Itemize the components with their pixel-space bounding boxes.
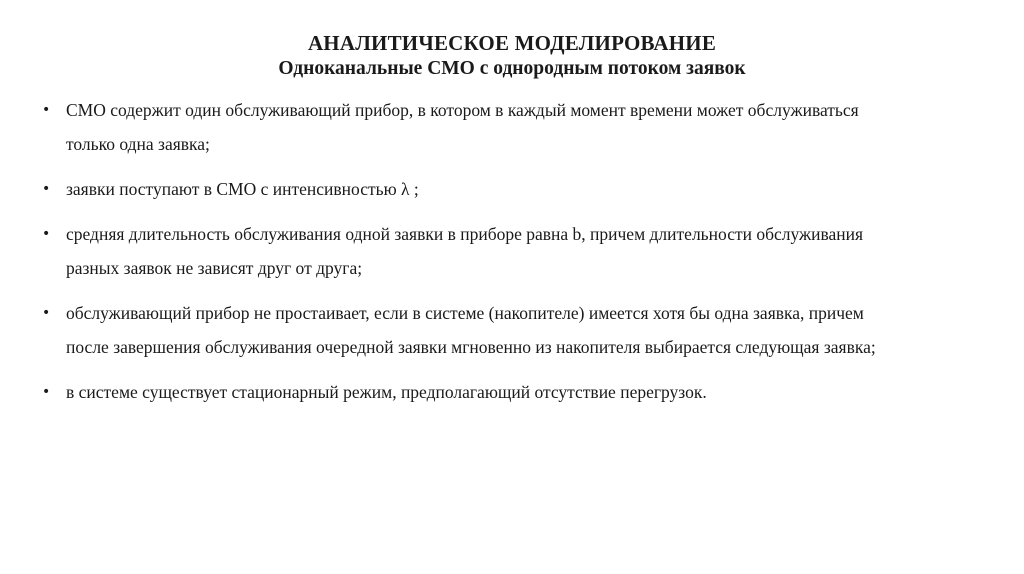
bullet-text-line: только одна заявка; bbox=[66, 134, 210, 154]
bullet-item bbox=[0, 93, 1024, 161]
bullet-marker: • bbox=[42, 226, 51, 242]
bullet-marker: • bbox=[42, 384, 51, 400]
bullet-item bbox=[0, 172, 1024, 206]
bullet-text-line: разных заявок не зависят друг от друга; bbox=[66, 258, 363, 278]
bullet-item bbox=[0, 375, 1024, 409]
bullet-marker: • bbox=[42, 181, 51, 197]
bullet-text-line: обслуживающий прибор не простаивает, если в системе (накопителе) имеется хотя бы одна заявка, причем bbox=[66, 303, 864, 323]
slide-subtitle: Одноканальные СМО с однородным потоком заявок bbox=[278, 58, 746, 79]
slide-title: АНАЛИТИЧЕСКОЕ МОДЕЛИРОВАНИЕ bbox=[307, 31, 717, 55]
bullet-list bbox=[0, 93, 1024, 420]
bullet-item bbox=[0, 217, 1024, 285]
bullet-text-line: после завершения обслуживания очередной заявки мгновенно из накопителя выбирается следующая заявка; bbox=[66, 337, 876, 357]
slide-title-block bbox=[0, 30, 1024, 82]
bullet-text-line: в системе существует стационарный режим, предполагающий отсутствие перегрузок. bbox=[66, 382, 707, 402]
bullet-text-line: средняя длительность обслуживания одной заявки в приборе равна b, причем длительности обслуживания bbox=[66, 224, 864, 244]
bullet-marker: • bbox=[42, 305, 51, 321]
bullet-marker: • bbox=[42, 102, 51, 118]
bullet-text-line: заявки поступают в СМО с интенсивностью λ ; bbox=[66, 179, 419, 199]
bullet-item bbox=[0, 296, 1024, 364]
bullet-text-line: СМО содержит один обслуживающий прибор, в котором в каждый момент времени может обслуживаться bbox=[66, 100, 859, 120]
